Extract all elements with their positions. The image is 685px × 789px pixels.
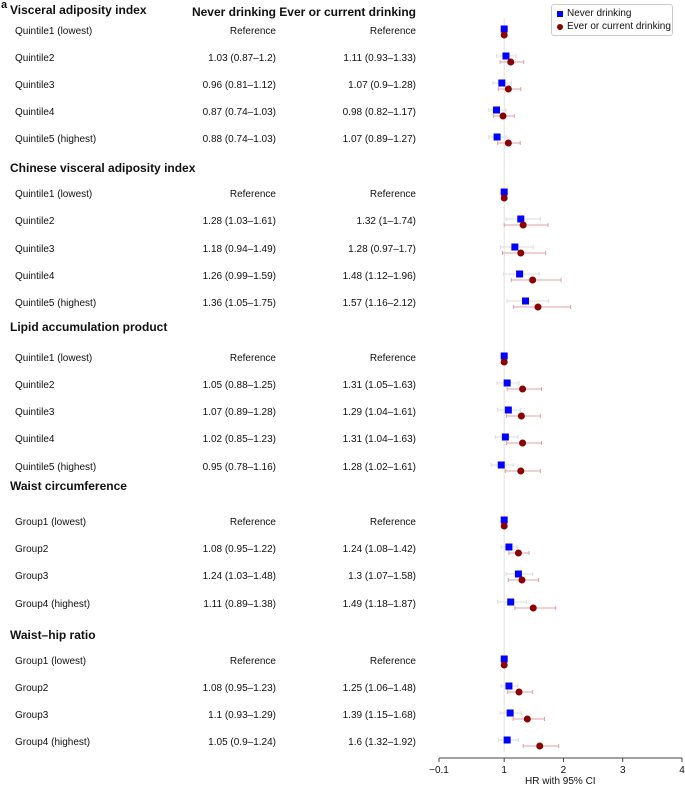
never-point-marker: [501, 517, 508, 524]
section-title: Chinese visceral adiposity index: [10, 161, 196, 175]
ever-point-marker: [518, 413, 525, 420]
ever-hr-value: Reference: [369, 656, 416, 667]
never-point-marker: [516, 271, 523, 278]
legend-label: Ever or current drinking: [567, 21, 671, 32]
x-tick-label: 1: [501, 765, 507, 776]
row-label: Quintile2: [15, 216, 55, 227]
ever-hr-value: 1.31 (1.05–1.63): [342, 380, 416, 391]
never-hr-value: 0.95 (0.78–1.16): [202, 462, 276, 473]
row-label: Group1 (lowest): [15, 656, 87, 667]
never-point-marker: [505, 544, 512, 551]
ever-point-marker: [534, 304, 541, 311]
never-hr-value: Reference: [229, 517, 276, 528]
ever-hr-value: 1.11 (0.93–1.33): [343, 53, 416, 64]
never-point-marker: [501, 189, 508, 196]
row-label: Quintile5 (highest): [15, 462, 97, 473]
never-point-marker: [501, 353, 508, 360]
never-hr-value: 1.36 (1.05–1.75): [202, 298, 276, 309]
ever-hr-value: Reference: [369, 353, 416, 364]
ever-hr-value: 1.29 (1.04–1.61): [342, 407, 416, 418]
ever-hr-value: Reference: [369, 26, 416, 37]
ever-point-marker: [501, 523, 508, 530]
row-label: Group2: [15, 544, 49, 555]
ever-point-marker: [518, 577, 525, 584]
never-hr-value: 1.05 (0.9–1.24): [208, 737, 276, 748]
row-label: Group4 (highest): [15, 737, 91, 748]
never-hr-value: Reference: [229, 26, 276, 37]
never-hr-value: 1.11 (0.89–1.38): [203, 599, 276, 610]
ever-hr-value: Reference: [369, 517, 416, 528]
ever-point-marker: [517, 250, 524, 257]
never-hr-value: 0.87 (0.74–1.03): [202, 107, 276, 118]
ever-point-marker: [524, 716, 531, 723]
never-hr-value: 1.02 (0.85–1.23): [202, 434, 276, 445]
row-label: Quintile4: [15, 107, 55, 118]
section-title: Visceral adiposity index: [10, 3, 147, 17]
x-tick-label: 4: [679, 765, 685, 776]
ever-point-marker: [501, 195, 508, 202]
never-point-marker: [511, 244, 518, 251]
never-point-marker: [493, 107, 500, 114]
row-label: Group2: [15, 683, 49, 694]
never-hr-value: 1.26 (0.99–1.59): [202, 271, 276, 282]
row-label: Quintile1 (lowest): [15, 189, 93, 200]
ever-hr-value: Reference: [369, 189, 416, 200]
never-point-marker: [517, 216, 524, 223]
ever-point-marker: [501, 32, 508, 39]
never-hr-value: Reference: [229, 656, 276, 667]
ever-point-marker: [530, 605, 537, 612]
ever-point-marker: [501, 359, 508, 366]
row-label: Quintile4: [15, 434, 55, 445]
ever-point-marker: [519, 386, 526, 393]
never-hr-value: 0.88 (0.74–1.03): [202, 134, 276, 145]
never-point-marker: [522, 298, 529, 305]
row-label: Quintile3: [15, 244, 55, 255]
row-label: Group3: [15, 571, 49, 582]
ever-hr-value: 1.24 (1.08–1.42): [342, 544, 416, 555]
ever-hr-value: 1.48 (1.12–1.96): [342, 271, 416, 282]
column-header-ever: Ever or current drinking: [279, 5, 416, 19]
never-hr-value: 1.1 (0.93–1.29): [208, 710, 276, 721]
never-point-marker: [494, 134, 501, 141]
x-tick-label: 3: [619, 765, 626, 776]
ever-point-marker: [517, 468, 524, 475]
row-label: Group4 (highest): [15, 599, 91, 610]
section-title: Lipid accumulation product: [10, 320, 168, 334]
ever-hr-value: 1.39 (1.15–1.68): [342, 710, 416, 721]
ever-hr-value: 1.07 (0.9–1.28): [348, 80, 416, 91]
never-point-marker: [502, 434, 509, 441]
row-label: Quintile2: [15, 53, 55, 64]
row-label: Quintile4: [15, 271, 55, 282]
never-hr-value: Reference: [229, 189, 276, 200]
never-point-marker: [505, 683, 512, 690]
never-point-marker: [501, 26, 508, 33]
never-hr-value: 1.24 (1.03–1.48): [202, 571, 276, 582]
never-hr-value: 1.05 (0.88–1.25): [202, 380, 276, 391]
row-label: Quintile3: [15, 80, 55, 91]
ever-hr-value: 1.28 (1.02–1.61): [342, 462, 416, 473]
ever-point-marker: [501, 662, 508, 669]
never-hr-value: 1.03 (0.87–1.2): [208, 53, 276, 64]
ever-hr-value: 1.31 (1.04–1.63): [342, 434, 416, 445]
ever-hr-value: 1.49 (1.18–1.87): [342, 599, 416, 610]
never-hr-value: 0.96 (0.81–1.12): [202, 80, 276, 91]
legend-item-ever: [557, 21, 671, 32]
ever-hr-value: 0.98 (0.82–1.17): [342, 107, 416, 118]
ever-hr-value: 1.32 (1–1.74): [356, 216, 416, 227]
section-title: Waist circumference: [10, 479, 127, 493]
row-label: Quintile3: [15, 407, 55, 418]
ever-point-marker: [500, 113, 507, 120]
never-point-marker: [505, 407, 512, 414]
never-hr-value: Reference: [229, 353, 276, 364]
row-label: Quintile2: [15, 380, 55, 391]
circle-marker-icon: [557, 24, 563, 30]
never-hr-value: 1.08 (0.95–1.23): [202, 683, 276, 694]
never-point-marker: [504, 380, 511, 387]
never-point-marker: [507, 710, 514, 717]
x-tick-label: −0.1: [429, 765, 449, 776]
row-label: Quintile5 (highest): [15, 298, 97, 309]
ever-point-marker: [516, 689, 523, 696]
ever-point-marker: [536, 743, 543, 750]
ever-hr-value: 1.3 (1.07–1.58): [348, 571, 416, 582]
never-hr-value: 1.28 (1.03–1.61): [202, 216, 276, 227]
ever-hr-value: 1.6 (1.32–1.92): [348, 737, 416, 748]
never-point-marker: [498, 462, 505, 469]
row-label: Quintile1 (lowest): [15, 26, 93, 37]
never-point-marker: [502, 53, 509, 60]
ever-hr-value: 1.07 (0.89–1.27): [342, 134, 416, 145]
never-hr-value: 1.08 (0.95–1.22): [202, 544, 276, 555]
row-label: Quintile5 (highest): [15, 134, 97, 145]
legend-item-never: [557, 8, 631, 19]
ever-hr-value: 1.28 (0.97–1.7): [348, 244, 416, 255]
ever-point-marker: [519, 440, 526, 447]
never-point-marker: [515, 571, 522, 578]
ever-point-marker: [505, 140, 512, 147]
legend: [551, 4, 673, 36]
square-marker-icon: [557, 11, 563, 17]
ever-point-marker: [505, 86, 512, 93]
never-point-marker: [501, 656, 508, 663]
ever-point-marker: [529, 277, 536, 284]
never-hr-value: 1.07 (0.89–1.28): [202, 407, 276, 418]
x-axis-label: HR with 95% CI: [525, 776, 596, 787]
section-title: Waist–hip ratio: [10, 628, 96, 642]
column-header-never: Never drinking: [191, 5, 276, 19]
ever-point-marker: [515, 550, 522, 557]
ever-hr-value: 1.57 (1.16–2.12): [342, 298, 416, 309]
never-point-marker: [498, 80, 505, 87]
never-hr-value: 1.18 (0.94–1.49): [202, 244, 276, 255]
ever-point-marker: [520, 222, 527, 229]
legend-label: Never drinking: [567, 8, 632, 19]
never-point-marker: [504, 737, 511, 744]
panel-label: a: [1, 0, 8, 11]
never-point-marker: [507, 599, 514, 606]
x-tick-label: 2: [560, 765, 567, 776]
row-label: Group1 (lowest): [15, 517, 87, 528]
row-label: Group3: [15, 710, 49, 721]
ever-point-marker: [507, 59, 514, 66]
row-label: Quintile1 (lowest): [15, 353, 93, 364]
ever-hr-value: 1.25 (1.06–1.48): [342, 683, 416, 694]
